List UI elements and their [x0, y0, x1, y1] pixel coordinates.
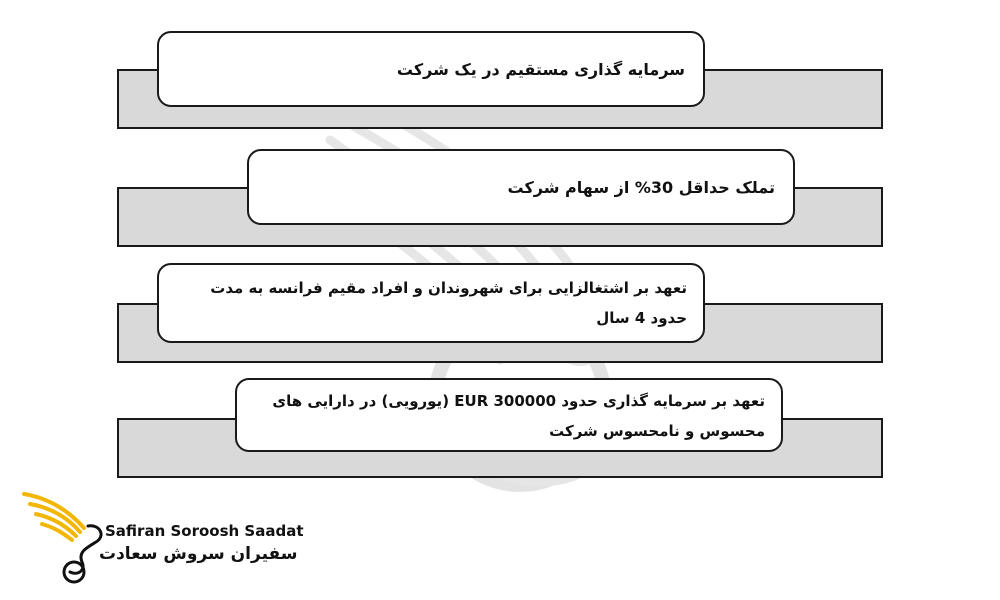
step-3-box — [157, 263, 705, 343]
step-2-text: تملک حداقل 30% از سهام شرکت — [507, 178, 775, 197]
company-logo — [20, 488, 304, 588]
step-1-box — [157, 31, 705, 107]
bird-icon — [20, 488, 110, 588]
step-1-text: سرمایه گذاری مستقیم در یک شرکت — [396, 60, 685, 79]
logo-name-fa: سفیران سروش سعادت — [99, 544, 298, 564]
step-3-text: تعهد بر اشتغالزایی برای شهروندان و افراد مقیم فرانسه به مدت حدود 4 سال — [210, 279, 687, 327]
step-2-box — [247, 149, 795, 225]
step-4-text: تعهد بر سرمایه گذاری حدود EUR 300000 (یورویی) در دارایی های محسوس و نامحسوس شرکت — [272, 392, 765, 440]
step-4-box — [235, 378, 783, 452]
logo-name-en: Safiran Soroosh Saadat — [105, 522, 304, 540]
